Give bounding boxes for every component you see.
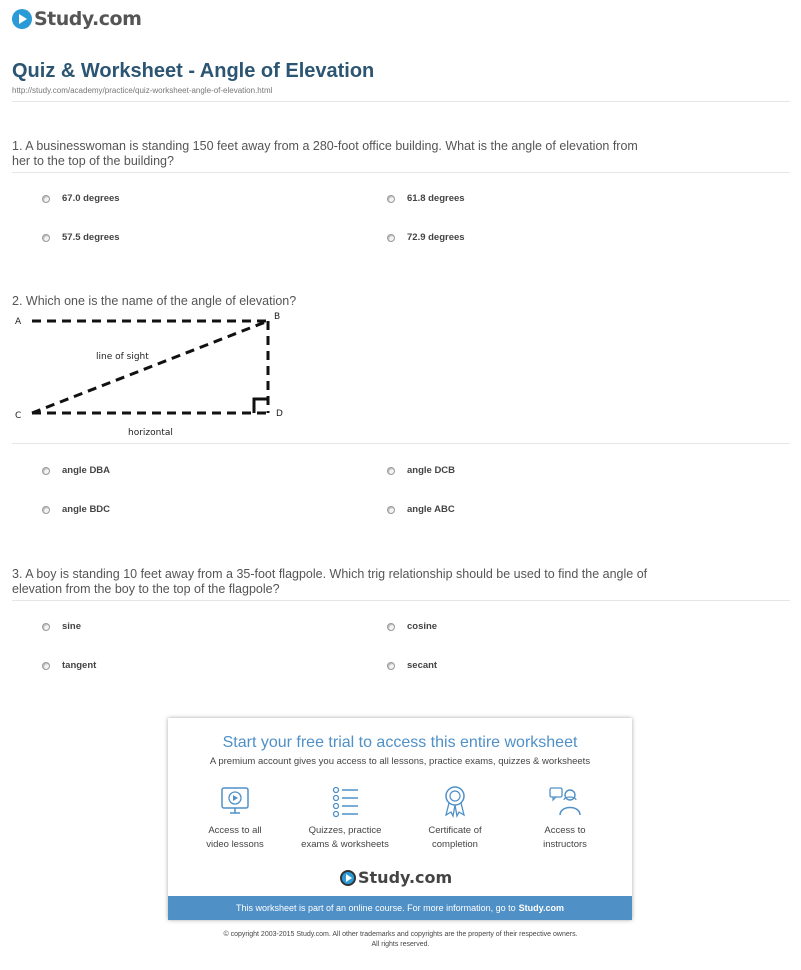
quiz-list-icon [328,784,362,818]
answer-option[interactable] [42,465,110,476]
feature-certificate [400,784,510,852]
answer-option[interactable] [42,193,120,204]
answer-label: secant [407,660,438,671]
question-3-text: 3. A boy is standing 10 feet away from a 35-foot flagpole. Which trig relationship should be used to find the angle of elevation from the boy to the top of the flagpole? [12,567,648,596]
radio-button-icon[interactable] [42,467,50,475]
page-title: Quiz & Worksheet - Angle of Elevation [12,60,375,82]
play-circle-icon [340,870,356,886]
radio-button-icon[interactable] [387,467,395,475]
answer-option[interactable] [387,504,455,515]
certificate-icon [438,784,472,818]
question-3-divider [12,600,790,601]
radio-button-icon[interactable] [387,623,395,631]
question-2-divider [12,443,790,444]
copyright-line-1: © copyright 2003-2015 Study.com. All other trademarks and copyrights are the property of their respective owners. [223,931,578,938]
radio-button-icon[interactable] [42,506,50,514]
radio-button-icon[interactable] [387,662,395,670]
answer-label: sine [62,621,82,632]
promo-logo-text: Study.com [358,868,453,887]
answer-label: 57.5 degrees [62,232,120,243]
feature-label: Access to instructors [543,825,587,850]
video-lesson-icon [218,784,252,818]
feature-label: Quizzes, practice exams & worksheets [301,825,389,850]
answer-label: 72.9 degrees [407,232,465,243]
study-logo[interactable] [12,6,141,32]
answer-label: angle ABC [407,504,455,515]
promo-title[interactable]: Start your free trial to access this entire worksheet [222,734,578,751]
answer-option[interactable] [387,621,437,632]
answer-option[interactable] [387,660,437,671]
label-c: C [15,411,22,421]
free-trial-promo [168,718,632,920]
answer-label: tangent [62,660,97,671]
answer-option[interactable] [387,232,465,243]
copyright [0,930,801,950]
feature-video-lessons [180,784,290,852]
answer-option[interactable] [42,660,96,671]
question-1-divider [12,172,790,173]
feature-quizzes [290,784,400,852]
radio-button-icon[interactable] [42,623,50,631]
label-b: B [274,312,281,322]
logo-text: Study.com [34,8,142,30]
answer-label: angle DCB [407,465,456,476]
line-of-sight-line [32,321,268,413]
answer-label: cosine [407,621,438,632]
radio-button-icon[interactable] [42,662,50,670]
answer-option[interactable] [387,465,455,476]
answer-option[interactable] [42,621,81,632]
answer-option[interactable] [387,193,465,204]
page-url[interactable]: http://study.com/academy/practice/quiz-worksheet-angle-of-elevation.html [12,86,273,95]
feature-instructors [510,784,620,852]
answer-label: 61.8 degrees [407,193,465,204]
feature-label: Certificate of completion [428,825,482,850]
promo-bar-link[interactable]: Study.com [518,903,564,913]
play-circle-icon [12,9,32,29]
header-divider [12,101,790,102]
radio-button-icon[interactable] [42,234,50,242]
answer-option[interactable] [42,232,120,243]
question-1-text: 1. A businesswoman is standing 150 feet away from a 280-foot office building. What is the angle of elevation from her to the top of the building? [12,139,638,168]
promo-study-logo[interactable] [340,868,452,887]
answer-label: angle DBA [62,465,111,476]
answer-label: angle BDC [62,504,111,515]
answer-label: 67.0 degrees [62,193,120,204]
right-angle-mark [254,399,268,413]
copyright-line-2: All rights reserved. [371,941,430,948]
radio-button-icon[interactable] [387,234,395,242]
instructor-icon [548,784,582,818]
line-of-sight-label: line of sight [96,352,149,362]
angle-of-elevation-diagram [10,310,310,440]
radio-button-icon[interactable] [42,195,50,203]
label-d: D [276,409,283,419]
promo-bar-text: This worksheet is part of an online course. For more information, go to [236,903,516,913]
label-a: A [15,317,22,327]
promo-info-bar [168,896,632,920]
radio-button-icon[interactable] [387,506,395,514]
horizontal-label: horizontal [128,428,173,438]
promo-subtitle: A premium account gives you access to all lessons, practice exams, quizzes & worksheets [209,756,591,767]
radio-button-icon[interactable] [387,195,395,203]
answer-option[interactable] [42,504,110,515]
feature-label: Access to all video lessons [206,825,264,850]
question-2-text: 2. Which one is the name of the angle of elevation? [12,294,297,308]
